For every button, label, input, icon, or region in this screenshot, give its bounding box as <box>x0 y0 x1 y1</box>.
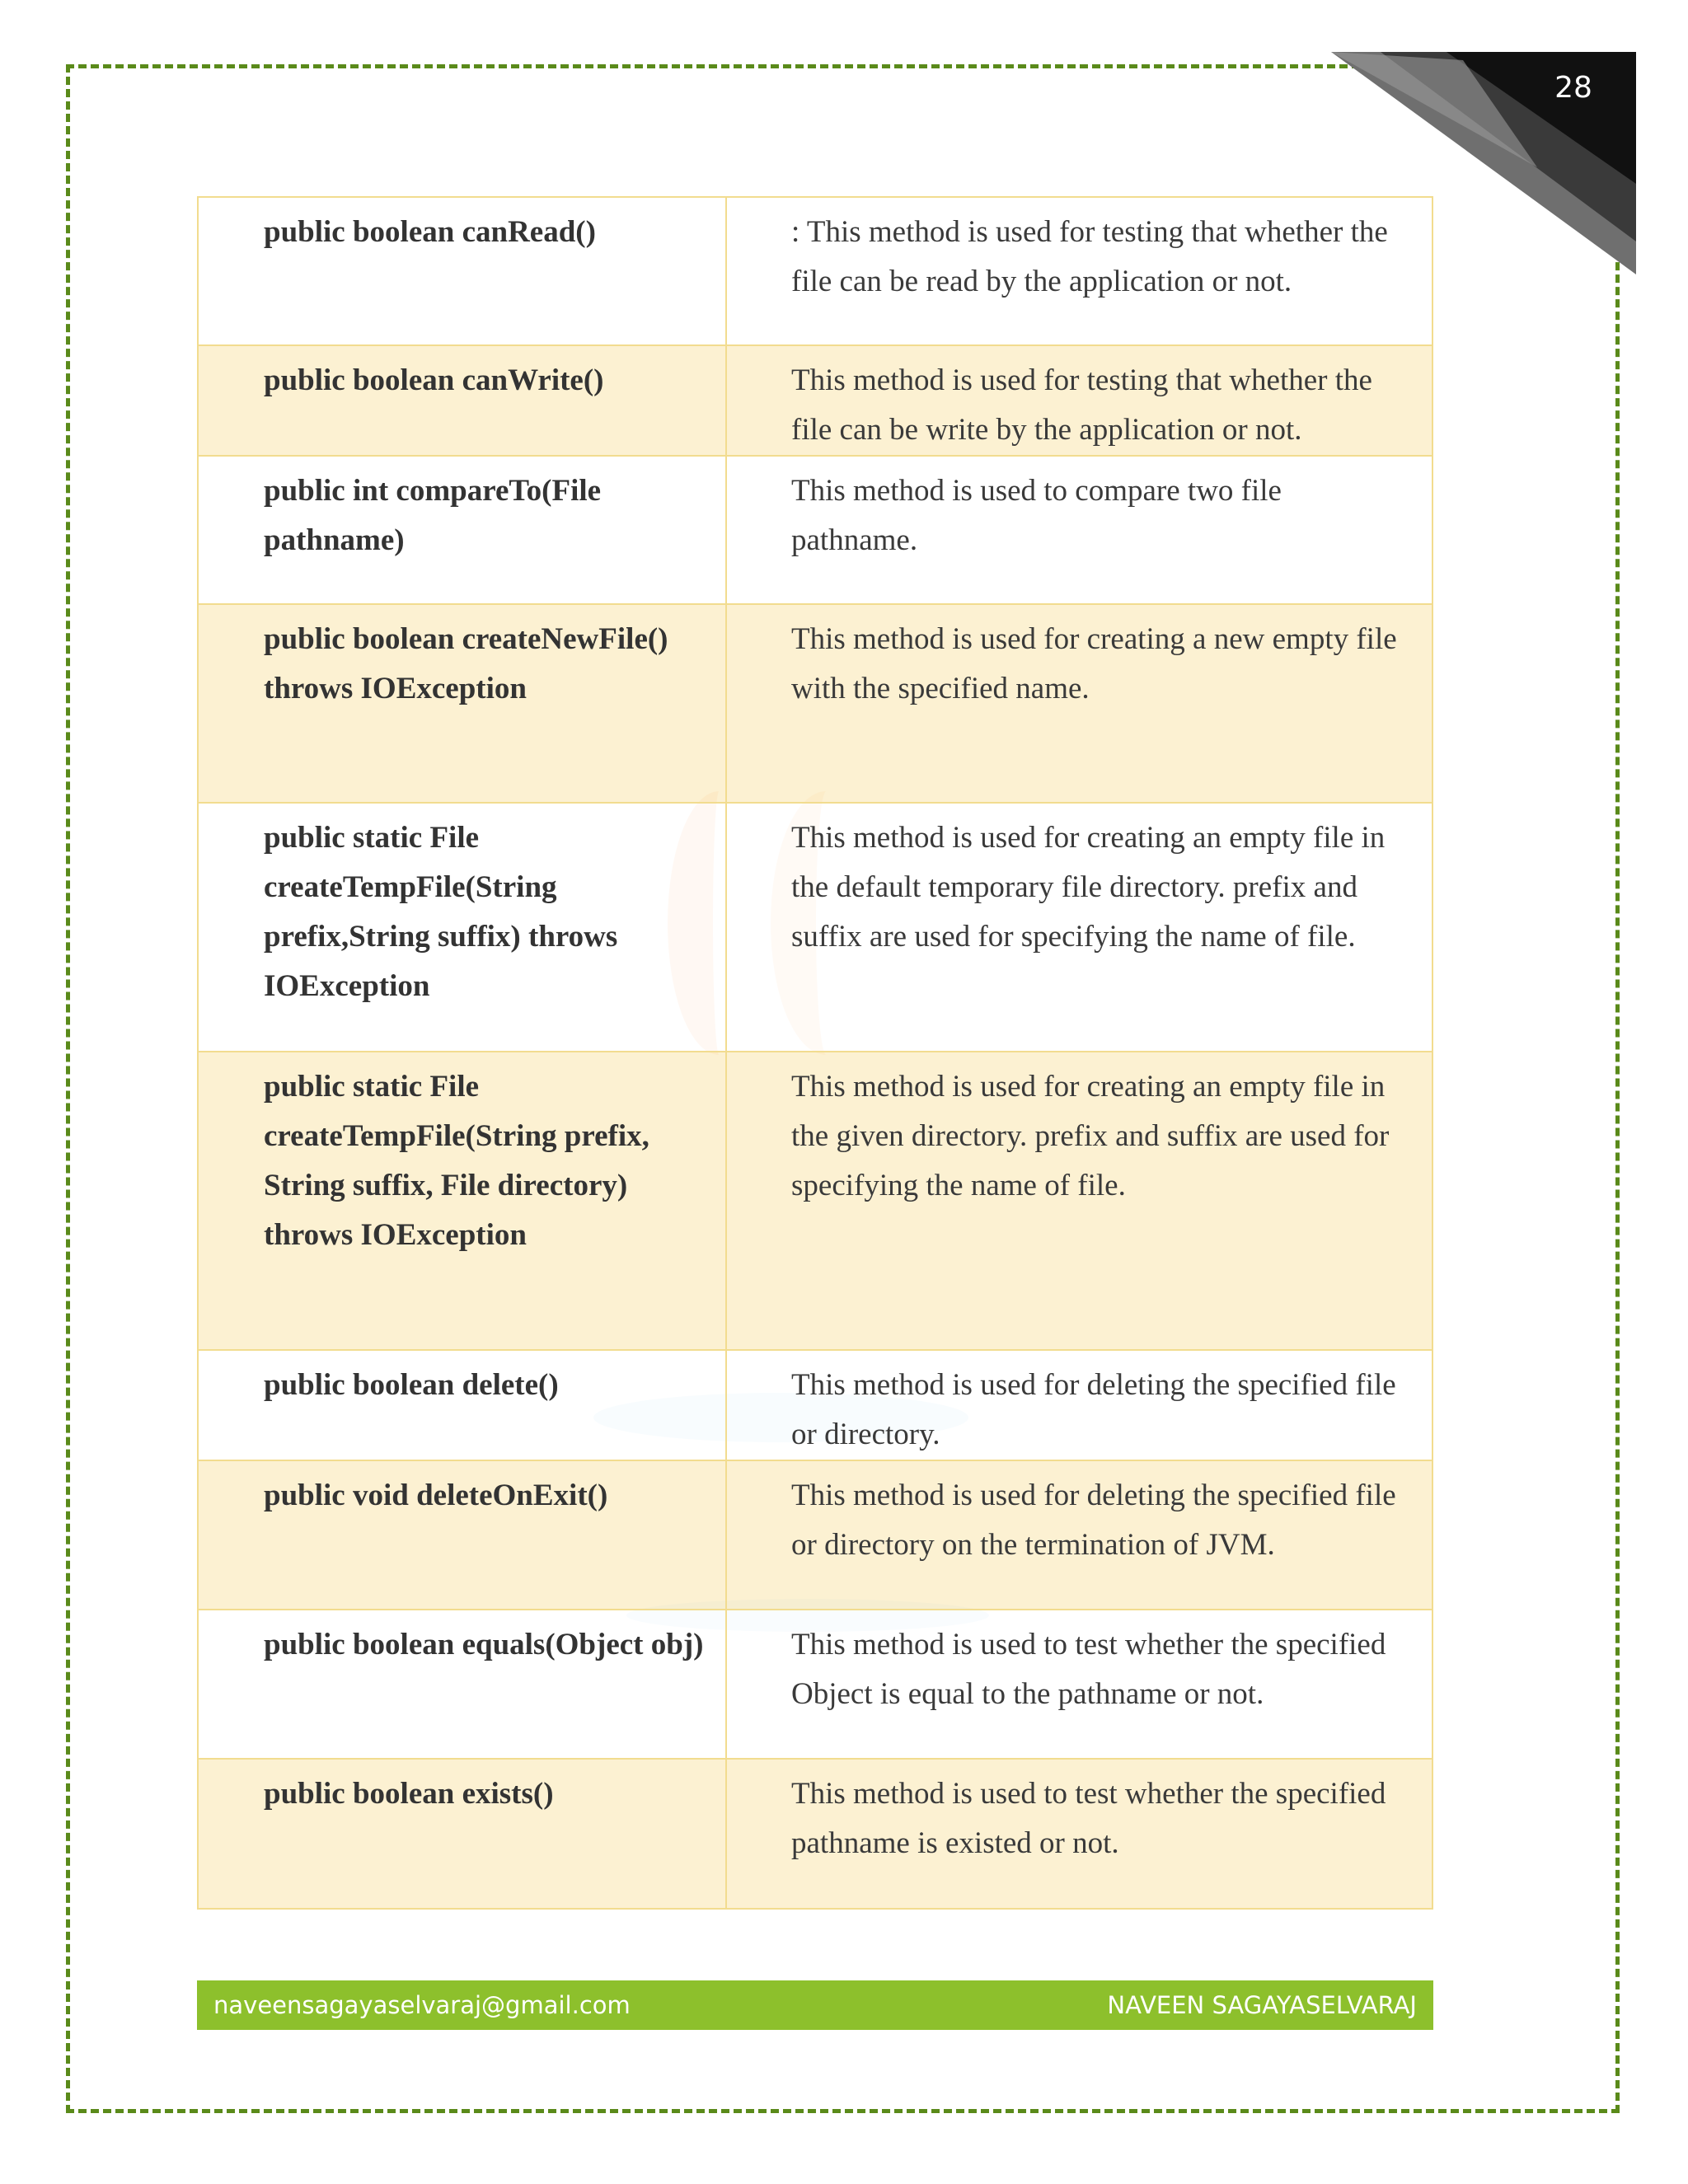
method-description: This method is used to test whether the specified Object is equal to the pathname or not. <box>726 1610 1432 1759</box>
table-row <box>198 1052 1432 1350</box>
method-description: This method is used for deleting the specified file or directory. <box>726 1350 1432 1460</box>
method-description: This method is used for creating a new empty file with the specified name. <box>726 604 1432 803</box>
table-row <box>198 197 1432 345</box>
method-description: This method is used to compare two file pathname. <box>726 456 1432 604</box>
table-row <box>198 1350 1432 1460</box>
method-description: This method is used for creating an empty file in the given directory. prefix and suffix are used for specifying the name of file. <box>726 1052 1432 1350</box>
method-signature: public void deleteOnExit() <box>198 1460 726 1610</box>
method-description: : This method is used for testing that whether the file can be read by the application or not. <box>726 197 1432 345</box>
footer-bar <box>197 1980 1433 2030</box>
method-signature: public boolean equals(Object obj) <box>198 1610 726 1759</box>
method-description: This method is used to test whether the specified pathname is existed or not. <box>726 1759 1432 1909</box>
method-signature: public static File createTempFile(String prefix, String suffix, File directory) throws IOException <box>198 1052 726 1350</box>
method-description: This method is used for creating an empty file in the default temporary file directory. prefix and suffix are used for specifying the name of file. <box>726 803 1432 1052</box>
table-row <box>198 1610 1432 1759</box>
method-description: This method is used for deleting the specified file or directory on the termination of JVM. <box>726 1460 1432 1610</box>
method-signature: public boolean delete() <box>198 1350 726 1460</box>
method-signature: public boolean createNewFile() throws IOException <box>198 604 726 803</box>
footer-author: NAVEEN SAGAYASELVARAJ <box>1107 1991 1417 2019</box>
method-signature: public static File createTempFile(String prefix,String suffix) throws IOException <box>198 803 726 1052</box>
table-row <box>198 604 1432 803</box>
table-row <box>198 803 1432 1052</box>
method-description: This method is used for testing that whether the file can be write by the application or not. <box>726 345 1432 456</box>
table-row <box>198 1759 1432 1909</box>
method-signature: public boolean canRead() <box>198 197 726 345</box>
page-number: 28 <box>1554 71 1592 105</box>
file-methods-table <box>197 196 1433 1910</box>
method-signature: public int compareTo(File pathname) <box>198 456 726 604</box>
table-row <box>198 345 1432 456</box>
footer-email: naveensagayaselvaraj@gmail.com <box>213 1991 631 2019</box>
table-row <box>198 456 1432 604</box>
table-row <box>198 1460 1432 1610</box>
method-signature: public boolean canWrite() <box>198 345 726 456</box>
method-signature: public boolean exists() <box>198 1759 726 1909</box>
